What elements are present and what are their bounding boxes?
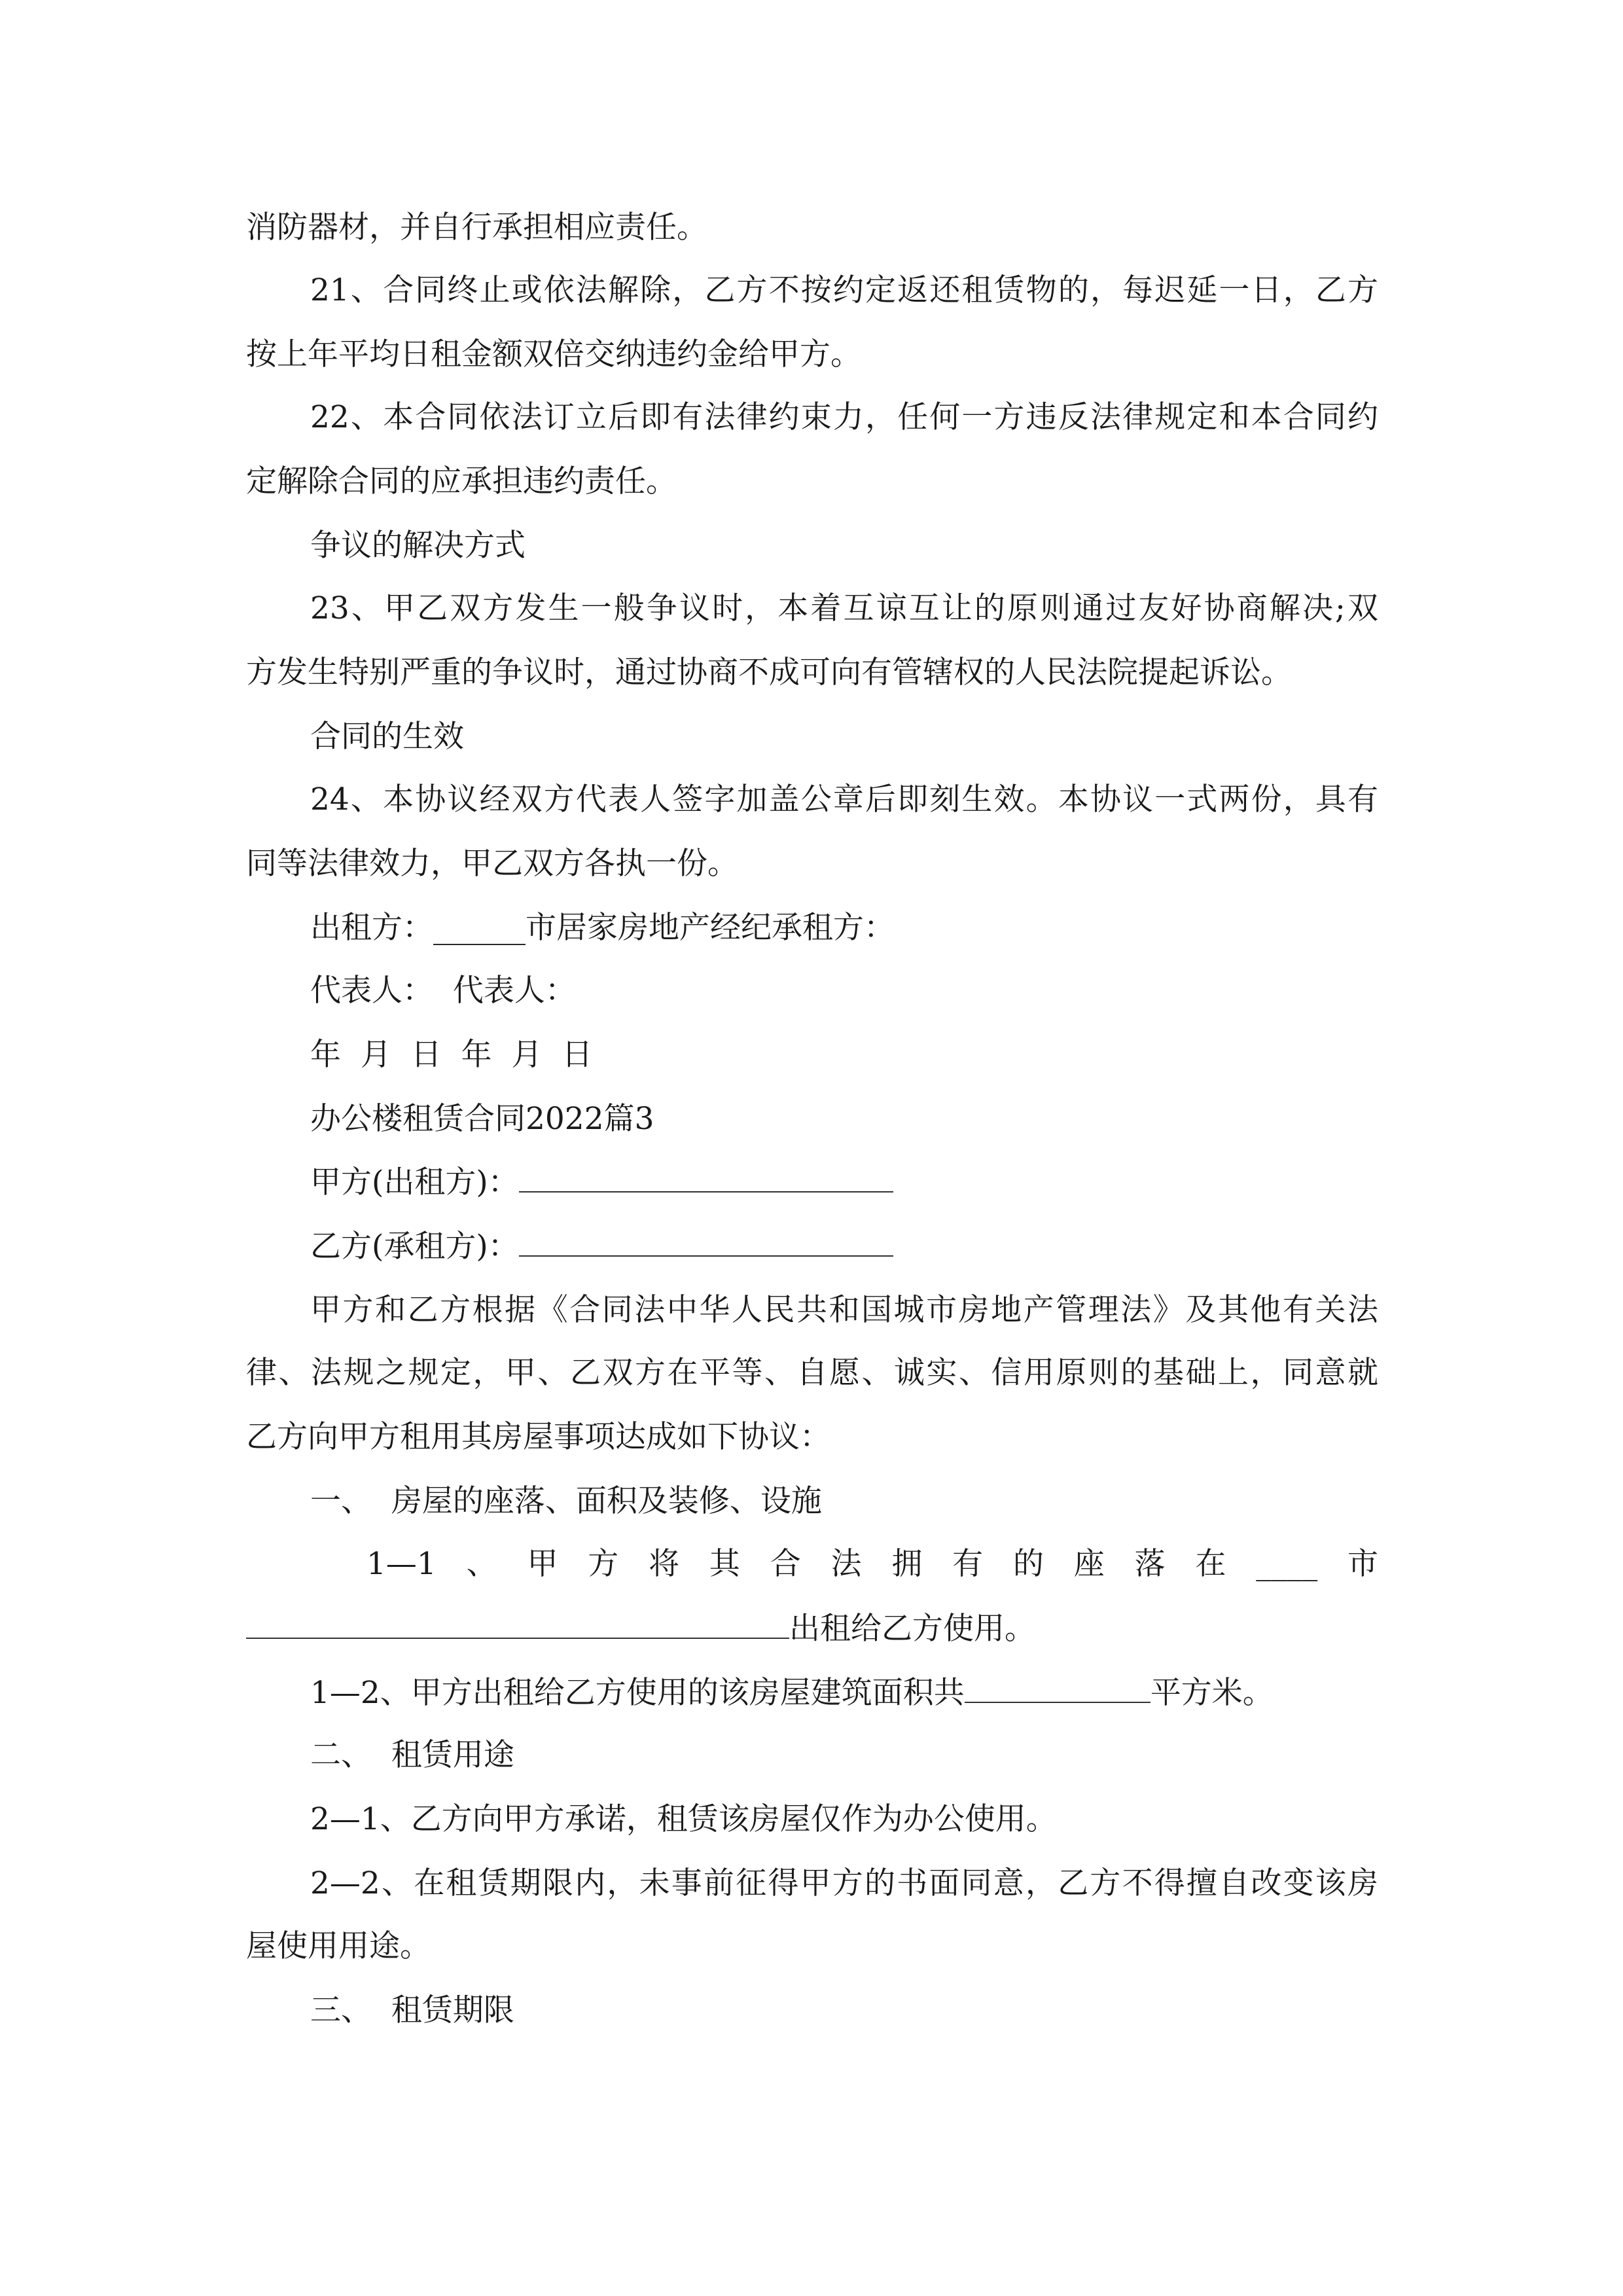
- section-3-heading: 三、 租赁期限: [310, 1992, 514, 2028]
- clause-23-line-1: 23、甲乙双方发生一般争议时，本着互谅互让的原则通过友好协商解决;双: [310, 590, 1378, 626]
- contract-title: 办公楼租赁合同2022篇3: [310, 1101, 654, 1137]
- clause-1-1-token: 的: [1012, 1546, 1044, 1582]
- clause-1-1-token: 、: [466, 1546, 497, 1582]
- clause-1-1-token: 甲: [527, 1546, 558, 1582]
- clause-1-2-line: [310, 1673, 1378, 1712]
- clause-2-2-line-1: 2—2、在租赁期限内，未事前征得甲方的书面同意，乙方不得擅自改变该房: [310, 1865, 1378, 1901]
- section-2-heading: 二、 租赁用途: [310, 1737, 514, 1773]
- address-blank: [246, 1609, 789, 1639]
- clause-1-1-token: 有: [952, 1546, 984, 1582]
- clause-23-line-2: 方发生特别严重的争议时，通过协商不成可向有管辖权的人民法院提起诉讼。: [246, 655, 1292, 691]
- clause-1-1-tail: 出租给乙方使用。: [789, 1611, 1035, 1647]
- date-line: 年 月 日 年 月 日: [310, 1037, 593, 1073]
- party-a-label: 甲方(出租方)：: [310, 1164, 519, 1200]
- section-heading-dispute: 争议的解决方式: [310, 528, 526, 564]
- section-heading-effect: 合同的生效: [310, 719, 464, 755]
- clause-1-1-token: 将: [649, 1546, 680, 1582]
- preamble-line-2: 律、法规之规定，甲、乙双方在平等、自愿、诚实、信用原则的基础上，同意就: [246, 1355, 1378, 1391]
- clause-24-line-2: 同等法律效力，甲乙双方各执一份。: [246, 846, 738, 882]
- party-b-label: 乙方(承租方)：: [310, 1229, 519, 1265]
- clause-22-line-2: 定解除合同的应承担违约责任。: [246, 463, 677, 499]
- party-a-blank: [519, 1162, 893, 1193]
- clause-1-1-token: 方: [588, 1546, 619, 1582]
- clause-1-1-token: 座: [1073, 1546, 1105, 1582]
- clause-1-1-token: ____: [1256, 1546, 1318, 1582]
- representative-line: 代表人： 代表人：: [310, 973, 576, 1009]
- clause-21-line-1: 21、合同终止或依法解除，乙方不按约定返还租赁物的，每迟延一日，乙方: [310, 272, 1378, 308]
- clause-1-1-token: 法: [830, 1546, 862, 1582]
- clause-2-2-line-2: 屋使用用途。: [246, 1928, 431, 1964]
- clause-1-1-token: 在: [1195, 1546, 1226, 1582]
- clause-1-1-line-2: [246, 1609, 1378, 1648]
- clause-24-line-1: 24、本协议经双方代表人签字加盖公章后即刻生效。本协议一式两份，具有: [310, 781, 1378, 817]
- preamble-line-1: 甲方和乙方根据《合同法中华人民共和国城市房地产管理法》及其他有关法: [310, 1292, 1378, 1328]
- clause-22-line-1: 22、本合同依法订立后即有法律约束力，任何一方违反法律规定和本合同约: [310, 399, 1378, 435]
- clause-1-1-token: 1—1: [366, 1546, 437, 1582]
- party-b-line: [310, 1227, 1378, 1266]
- clause-1-2-unit: 平方米。: [1150, 1675, 1274, 1711]
- clause-1-1-token: 其: [709, 1546, 740, 1582]
- clause-1-1-token: 拥: [891, 1546, 923, 1582]
- lessor-signature-line: 出租方：______市居家房地产经纪承租方：: [310, 910, 895, 946]
- section-1-heading: 一、 房屋的座落、面积及装修、设施: [310, 1483, 822, 1519]
- party-b-blank: [519, 1227, 893, 1257]
- party-a-line: [310, 1162, 1378, 1202]
- clause-1-1-token: 落: [1134, 1546, 1166, 1582]
- clause-1-1-line-1: [366, 1545, 1378, 1584]
- area-blank: [965, 1673, 1150, 1703]
- clause-21-line-2: 按上年平均日租金额双倍交纳违约金给甲方。: [246, 336, 861, 372]
- clause-2-1: 2—1、乙方向甲方承诺，租赁该房屋仅作为办公使用。: [310, 1801, 1057, 1837]
- clause-1-1-token: 市: [1347, 1546, 1378, 1582]
- clause-1-1-token: 合: [770, 1546, 801, 1582]
- paragraph-line: 消防器材，并自行承担相应责任。: [246, 209, 707, 245]
- preamble-line-3: 乙方向甲方租用其房屋事项达成如下协议：: [246, 1419, 830, 1455]
- clause-1-2-text: 1—2、甲方出租给乙方使用的该房屋建筑面积共: [310, 1675, 965, 1711]
